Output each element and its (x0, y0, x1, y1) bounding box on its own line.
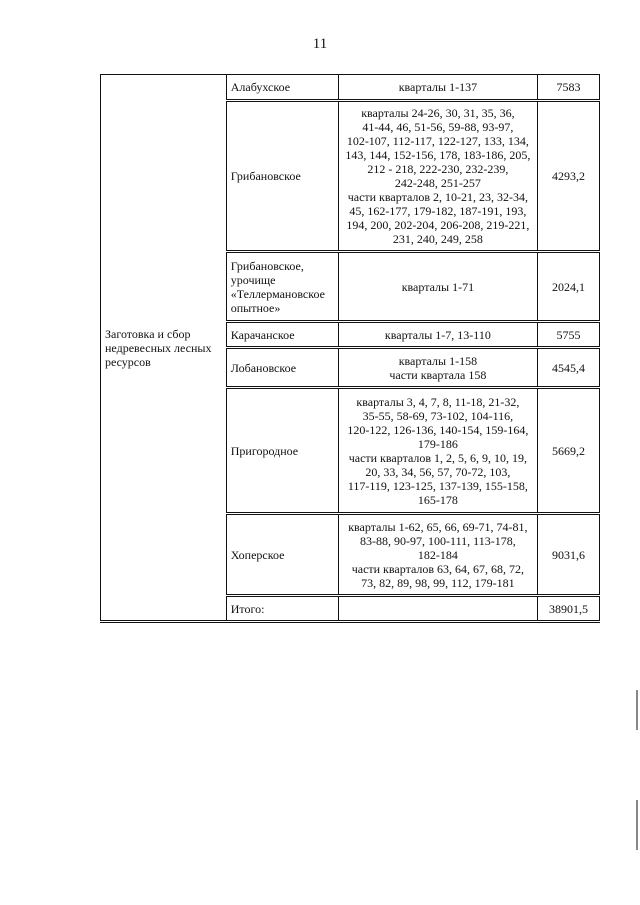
area-total-cell: 38901,5 (538, 596, 600, 622)
district-cell: Итого: (226, 596, 338, 622)
area-cell (338, 514, 537, 596)
district-cell: Алабухское (226, 75, 338, 101)
area-total-cell: 5755 (538, 322, 600, 348)
area-line: 117-119, 123-125, 137-139, 155-158, (347, 478, 528, 493)
area-line: 45, 162-177, 179-182, 187-191, 193, (349, 204, 527, 218)
category-cell: Заготовка и сбор недревесных лесных ресурсов (101, 75, 227, 622)
area-line: 143, 144, 152-156, 178, 183-186, 205, (345, 148, 531, 162)
district-cell: Лобановское (226, 348, 338, 388)
page-number: 11 (312, 36, 328, 52)
area-total-cell: 7583 (538, 75, 600, 101)
area-line: 179-186 (417, 436, 458, 451)
area-cell (338, 596, 537, 622)
area-line: кварталы 1-158 (398, 353, 478, 368)
district-cell: Хоперское (226, 514, 338, 596)
area-line: части кварталов 63, 64, 67, 68, 72, (351, 561, 525, 576)
scan-edge-mark (636, 800, 638, 850)
area-cell (338, 322, 537, 348)
area-line: 212 - 218, 222-230, 232-239, (367, 162, 509, 176)
area-line: 165-178 (417, 492, 458, 507)
area-line: кварталы 1-71 (401, 279, 475, 294)
area-line: кварталы 3, 4, 7, 8, 11-18, 21-32, (356, 394, 520, 409)
district-cell: Пригородное (226, 388, 338, 514)
area-line: части кварталов 1, 2, 5, 6, 9, 10, 19, (348, 450, 528, 465)
district-cell: Карачанское (226, 322, 338, 348)
district-cell: Грибановское (226, 101, 338, 252)
area-total-cell: 2024,1 (538, 252, 600, 322)
area-line: 242-248, 251-257 (394, 176, 481, 190)
area-cell (338, 348, 537, 388)
area-line: части кварталов 2, 10-21, 23, 32-34, (347, 190, 529, 204)
scan-edge-mark (636, 690, 638, 730)
area-line: 35-55, 58-69, 73-102, 104-116, (362, 408, 514, 423)
forest-resources-table (100, 74, 600, 623)
area-cell (338, 75, 537, 101)
area-total-cell: 5669,2 (538, 388, 600, 514)
area-line: 41-44, 46, 51-56, 59-88, 93-97, (362, 120, 514, 134)
area-line: 182-184 (417, 547, 458, 562)
table-row (101, 75, 600, 101)
table-body (101, 75, 600, 622)
area-total-cell: 4545,4 (538, 348, 600, 388)
area-cell (338, 252, 537, 322)
district-cell: Грибановское, урочище «Теллермановское опытное» (226, 252, 338, 322)
area-line: кварталы 1-7, 13-110 (384, 327, 491, 342)
area-line: 20, 33, 34, 56, 57, 70-72, 103, (365, 464, 511, 479)
area-line: 83-88, 90-97, 100-111, 113-178, (360, 533, 516, 548)
area-line: 120-122, 126-136, 140-154, 159-164, (347, 422, 529, 437)
area-line: кварталы 1-137 (398, 80, 478, 94)
area-line: 73, 82, 89, 98, 99, 112, 179-181 (361, 575, 515, 590)
area-line: части квартала 158 (389, 367, 487, 382)
area-total-cell: 9031,6 (538, 514, 600, 596)
area-line: 102-107, 112-117, 122-127, 133, 134, (346, 134, 529, 148)
area-total-cell: 4293,2 (538, 101, 600, 252)
area-cell (338, 388, 537, 514)
area-line: кварталы 24-26, 30, 31, 35, 36, (361, 106, 515, 120)
area-line: 231, 240, 249, 258 (392, 232, 483, 246)
area-line: кварталы 1-62, 65, 66, 69-71, 74-81, (348, 519, 528, 534)
area-cell (338, 101, 537, 252)
area-line: 194, 200, 202-204, 206-208, 219-221, (346, 218, 530, 232)
